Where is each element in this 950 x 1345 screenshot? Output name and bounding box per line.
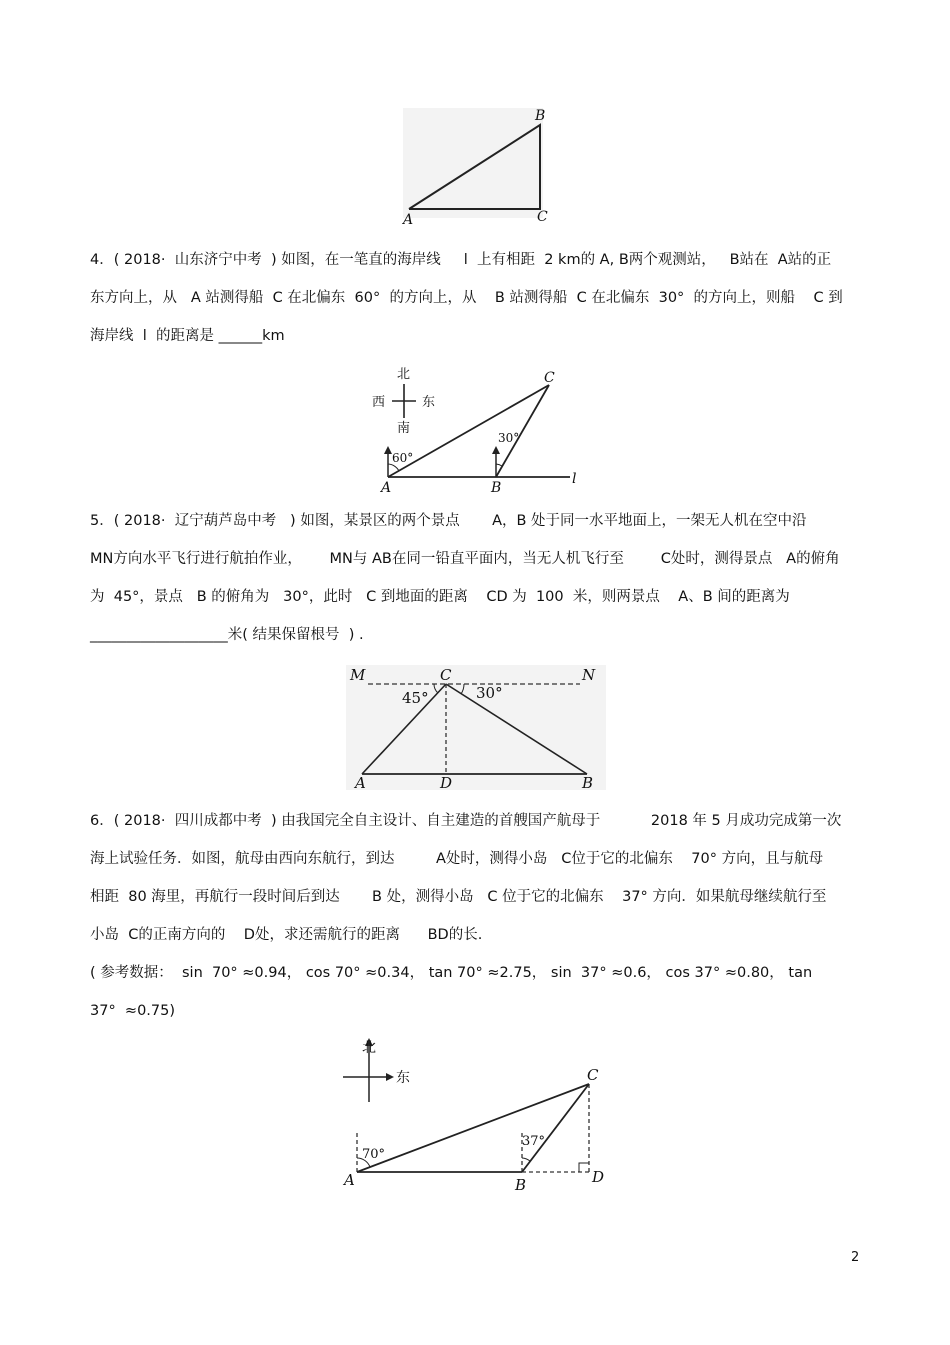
q6-line-6: 37° ≈0.75) [90,1003,176,1019]
label-a: A [381,480,392,495]
compass-east: 东 [422,395,436,410]
angle-30-label: 30° [476,684,503,702]
compass-north: 北 [362,1040,376,1056]
label-a: A [344,1171,355,1189]
figure-1-triangle [395,100,565,230]
label-b: B [582,774,594,792]
compass-north: 北 [397,367,411,382]
compass-south: 南 [397,421,411,436]
angle-37-label: 37° [522,1134,546,1149]
compass-west: 西 [372,395,386,410]
label-b: B [535,108,546,124]
label-l: l [572,471,577,487]
label-a: A [403,212,414,228]
q4-line-1: 4．( 2018· 山东济宁中考 ) 如图，在一笔直的海岸线 l 上有相距 2 km的 A, B两个观测站， B站在 A站的正 [90,252,832,268]
q4-line-2: 东方向上，从 A 站测得船 C 在北偏东 60° 的方向上，从 B 站测得船 C 在北偏东 30° 的方向上，则船 C 到 [90,290,843,306]
label-c: C [440,666,452,684]
label-c: C [544,370,555,386]
label-c: C [537,209,548,225]
q6-line-3: 相距 80 海里，再航行一段时间后到达 B 处，测得小岛 C 位于它的北偏东 37° 方向．如果航母继续航行至 [90,889,827,905]
compass-east: 东 [396,1070,410,1086]
angle-60-label: 60° [392,451,414,465]
q6-line-1: 6．( 2018· 四川成都中考 ) 由我国完全自主设计、自主建造的首艘国产航母于 2018 年 5 月成功完成第一次 [90,813,842,829]
q5-line-2: MN方向水平飞行进行航拍作业， MN与 AB在同一铅直平面内，当无人机飞行至 C处时，测得景点 A的俯角 [90,551,840,567]
segment-ac [357,1084,589,1172]
label-d: D [440,774,453,792]
label-n: N [582,666,596,684]
label-c: C [587,1066,599,1084]
label-b: B [515,1176,527,1194]
figure-q4 [360,360,590,495]
q4-line-3: 海岸线 l 的距离是 ______km [90,328,285,344]
q6-line-4: 小岛 C的正南方向的 D处，求还需航行的距离 BD的长. [90,927,483,943]
q5-line-3: 为 45°，景点 B 的俯角为 30°，此时 C 到地面的距离 CD 为 100 米，则两景点 A、B 间的距离为 [90,589,790,605]
q6-line-2: 海上试验任务．如图，航母由西向东航行，到达 A处时，测得小岛 C位于它的北偏东 70° 方向，且与航母 [90,851,824,867]
q5-line-4: ___________________米( 结果保留根号 ) . [90,627,364,643]
right-angle-mark [579,1163,589,1172]
figure-q5 [340,660,610,795]
compass-icon [372,367,435,436]
figure-q6 [335,1030,615,1195]
angle-70-label: 70° [362,1147,386,1162]
label-m: M [350,666,366,684]
angle-30-label: 30° [498,431,520,445]
page-number: 2 [851,1250,860,1265]
q5-line-1: 5．( 2018· 辽宁葫芦岛中考 ) 如图，某景区的两个景点 A，B 处于同一水平地面上，一架无人机在空中沿 [90,513,807,529]
label-d: D [592,1168,605,1186]
label-b: B [491,480,502,495]
q6-line-5: ( 参考数据： sin 70° ≈0.94， cos 70° ≈0.34， tan 70° ≈2.75， sin 37° ≈0.6， cos 37° ≈0.80， tan [90,965,813,981]
angle-45-label: 45° [402,689,429,707]
label-a: A [355,774,366,792]
compass-icon [343,1038,410,1102]
